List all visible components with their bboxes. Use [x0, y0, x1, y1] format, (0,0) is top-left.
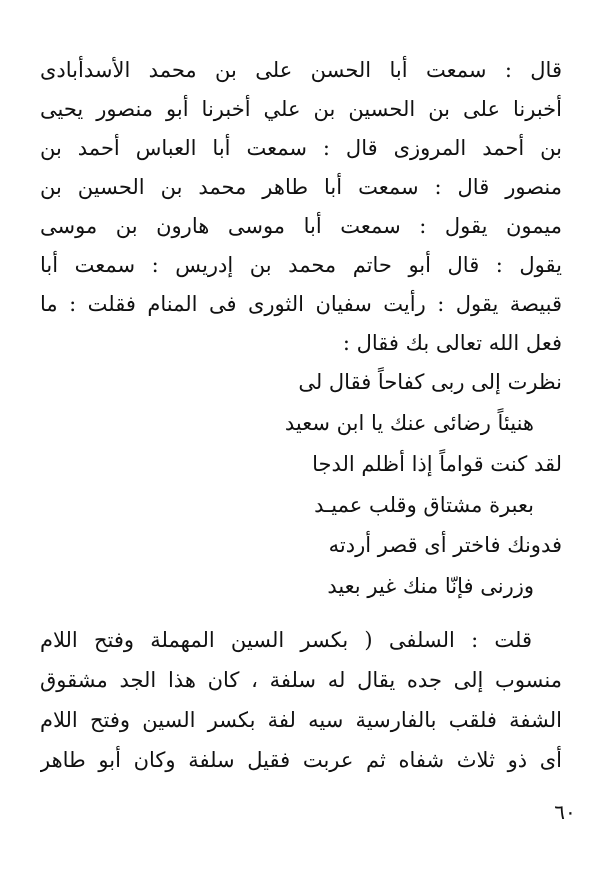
text-line: قبيصة يقول : رأيت سفيان الثورى فى المنام فقلت : ما	[40, 292, 562, 316]
text-line: منسوب إلى جده يقال له سلفة ، كان هذا الجد مشقوق	[40, 668, 562, 692]
text-line: الشفة فلقب بالفارسية سيه لفة بكسر السين وفتح اللام	[40, 708, 562, 732]
text-line: منصور قال : سمعت أبا طاهر محمد بن الحسين بن	[40, 175, 562, 199]
poem-verse: وزرنى فإنّا منك غير بعيد	[327, 574, 534, 598]
poem-verse: هنيئاً رضائى عنك يا ابن سعيد	[284, 411, 534, 435]
text-line: قال : سمعت أبا الحسن على بن محمد الأسدأبادى	[40, 58, 562, 82]
poem-verse: فدونك فاختر أى قصر أردته	[328, 533, 562, 557]
text-line: يقول : قال أبو حاتم محمد بن إدريس : سمعت أبا	[40, 253, 562, 277]
text-line: أى ذو ثلاث شفاه ثم عربت فقيل سلفة وكان أبو طاهر	[40, 748, 562, 772]
text-line: بن أحمد المروزى قال : سمعت أبا العباس أحمد بن	[40, 136, 562, 160]
poem-verse: لقد كنت قواماً إذا أظلم الدجا	[312, 452, 562, 476]
poem-verse: نظرت إلى ربى كفاحاً فقال لى	[298, 370, 562, 394]
text-line: قلت : السلفى ( بكسر السين المهملة وفتح اللام	[40, 628, 532, 652]
text-line: ميمون يقول : سمعت أبا موسى هارون بن موسى	[40, 214, 562, 238]
page-number: ٦٠	[554, 800, 576, 824]
text-line: أخبرنا على بن الحسين بن علي أخبرنا أبو منصور يحيى	[40, 97, 562, 121]
text-line: فعل الله تعالى بك فقال :	[342, 331, 562, 355]
poem-verse: بعبرة مشتاق وقلب عميـد	[314, 493, 534, 517]
